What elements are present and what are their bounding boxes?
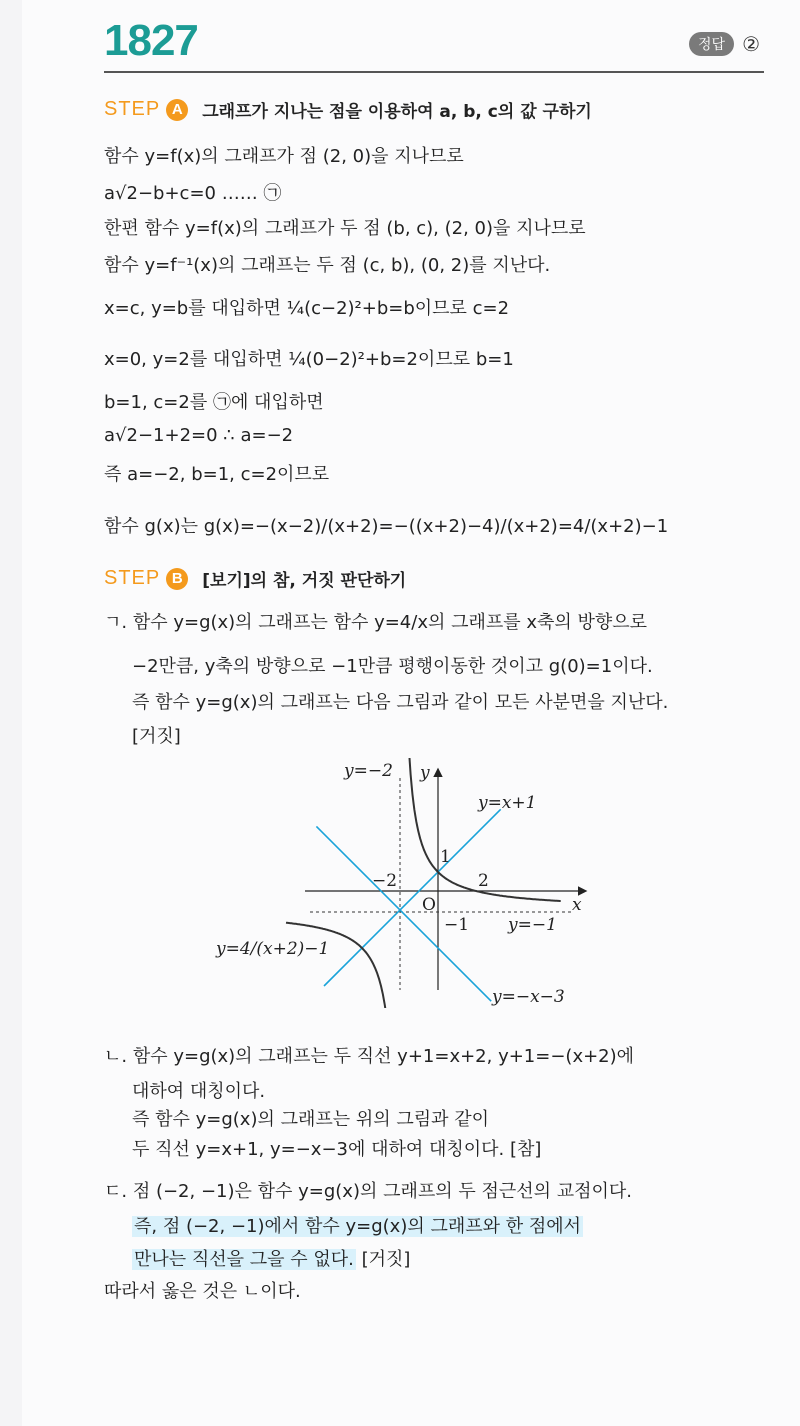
solution-line: b=1, c=2를 ㉠에 대입하면 [104, 392, 324, 413]
step-word: STEP [104, 98, 161, 120]
graph-figure [200, 758, 620, 1008]
tick-2: 2 [478, 871, 489, 891]
step-b-heading [104, 566, 406, 591]
solution-line: 함수 y=f(x)의 그래프가 점 (2, 0)을 지나므로 [104, 146, 464, 167]
tick-neg1: −1 [444, 915, 470, 935]
step-word: STEP [104, 567, 161, 589]
step-a-heading [104, 97, 592, 122]
solution-line: x=0, y=2를 대입하면 ¼(0−2)²+b=2이므로 b=1 [104, 349, 514, 370]
problem-number: 1827 [104, 16, 198, 65]
choice-a-line: −2만큼, y축의 방향으로 −1만큼 평행이동한 것이고 g(0)=1이다. [132, 656, 653, 677]
answer-value: ② [742, 32, 760, 56]
solution-line: x=c, y=b를 대입하면 ¼(c−2)²+b=b이므로 c=2 [104, 298, 510, 319]
solution-line: 즉 a=−2, b=1, c=2이므로 [104, 464, 330, 485]
header-divider [104, 71, 764, 73]
choice-a-line: 즉 함수 y=g(x)의 그래프는 다음 그림과 같이 모든 사분면을 지난다. [132, 692, 669, 713]
choice-a-verdict: [거짓] [132, 726, 181, 747]
highlight: 즉, 점 (−2, −1)에서 함수 y=g(x)의 그래프와 한 점에서 [134, 1216, 582, 1237]
label-y-axis: y [420, 763, 430, 783]
step-b-title: [보기]의 참, 거짓 판단하기 [202, 571, 407, 591]
label-line-1: y=x+1 [478, 793, 537, 813]
label-horizontal-asymptote: y=−1 [508, 915, 557, 935]
choice-a-line: ㄱ. 함수 y=g(x)의 그래프는 함수 y=4/x의 그래프를 x축의 방향으로 [104, 612, 648, 633]
label-x-axis: x [572, 895, 582, 915]
curve-left-branch [286, 923, 392, 1008]
choice-b-line: 대하여 대칭이다. [132, 1081, 266, 1102]
choice-b-verdict: 두 직선 y=x+1, y=−x−3에 대하여 대칭이다. [참] [132, 1139, 542, 1160]
solution-line: a√2−1+2=0 ∴ a=−2 [104, 425, 294, 446]
conclusion: 따라서 옳은 것은 ㄴ이다. [104, 1281, 301, 1302]
solution-line: a√2−b+c=0 …… ㉠ [104, 183, 282, 204]
solution-line: 함수 y=f⁻¹(x)의 그래프는 두 점 (c, b), (0, 2)를 지난다. [104, 255, 551, 276]
solution-line: 함수 g(x)는 g(x)=−(x−2)/(x+2)=−((x+2)−4)/(x+2)=4/(x+2)−1 [104, 516, 669, 537]
answer-badge: 정답 [689, 32, 734, 56]
choice-c-line [132, 1245, 410, 1271]
choice-c-line [132, 1212, 583, 1238]
step-a-title: 그래프가 지나는 점을 이용하여 a, b, c의 값 구하기 [202, 102, 592, 122]
step-b-badge: B [166, 568, 188, 590]
tick-1: 1 [440, 847, 451, 867]
solution-line: 한편 함수 y=f(x)의 그래프가 두 점 (b, c), (2, 0)을 지나므로 [104, 218, 586, 239]
label-function: y=4/(x+2)−1 [216, 939, 330, 959]
answer-box [689, 32, 760, 56]
tick-neg2: −2 [372, 871, 398, 891]
step-a-badge: A [166, 99, 188, 121]
label-line-2: y=−x−3 [492, 987, 565, 1007]
line-y-neg-x-minus-3 [316, 826, 491, 1001]
label-origin: O [422, 895, 436, 915]
line-y-x-plus-1 [324, 809, 501, 986]
highlight: 만나는 직선을 그을 수 없다. [134, 1249, 354, 1270]
choice-b-line: ㄴ. 함수 y=g(x)의 그래프는 두 직선 y+1=x+2, y+1=−(x+2)에 [104, 1046, 635, 1067]
choice-b-line: 즉 함수 y=g(x)의 그래프는 위의 그림과 같이 [132, 1109, 490, 1130]
label-vertical-asymptote: y=−2 [344, 761, 393, 781]
choice-c-verdict: [거짓] [355, 1249, 411, 1270]
choice-c-line: ㄷ. 점 (−2, −1)은 함수 y=g(x)의 그래프의 두 점근선의 교점이다. [104, 1181, 633, 1202]
